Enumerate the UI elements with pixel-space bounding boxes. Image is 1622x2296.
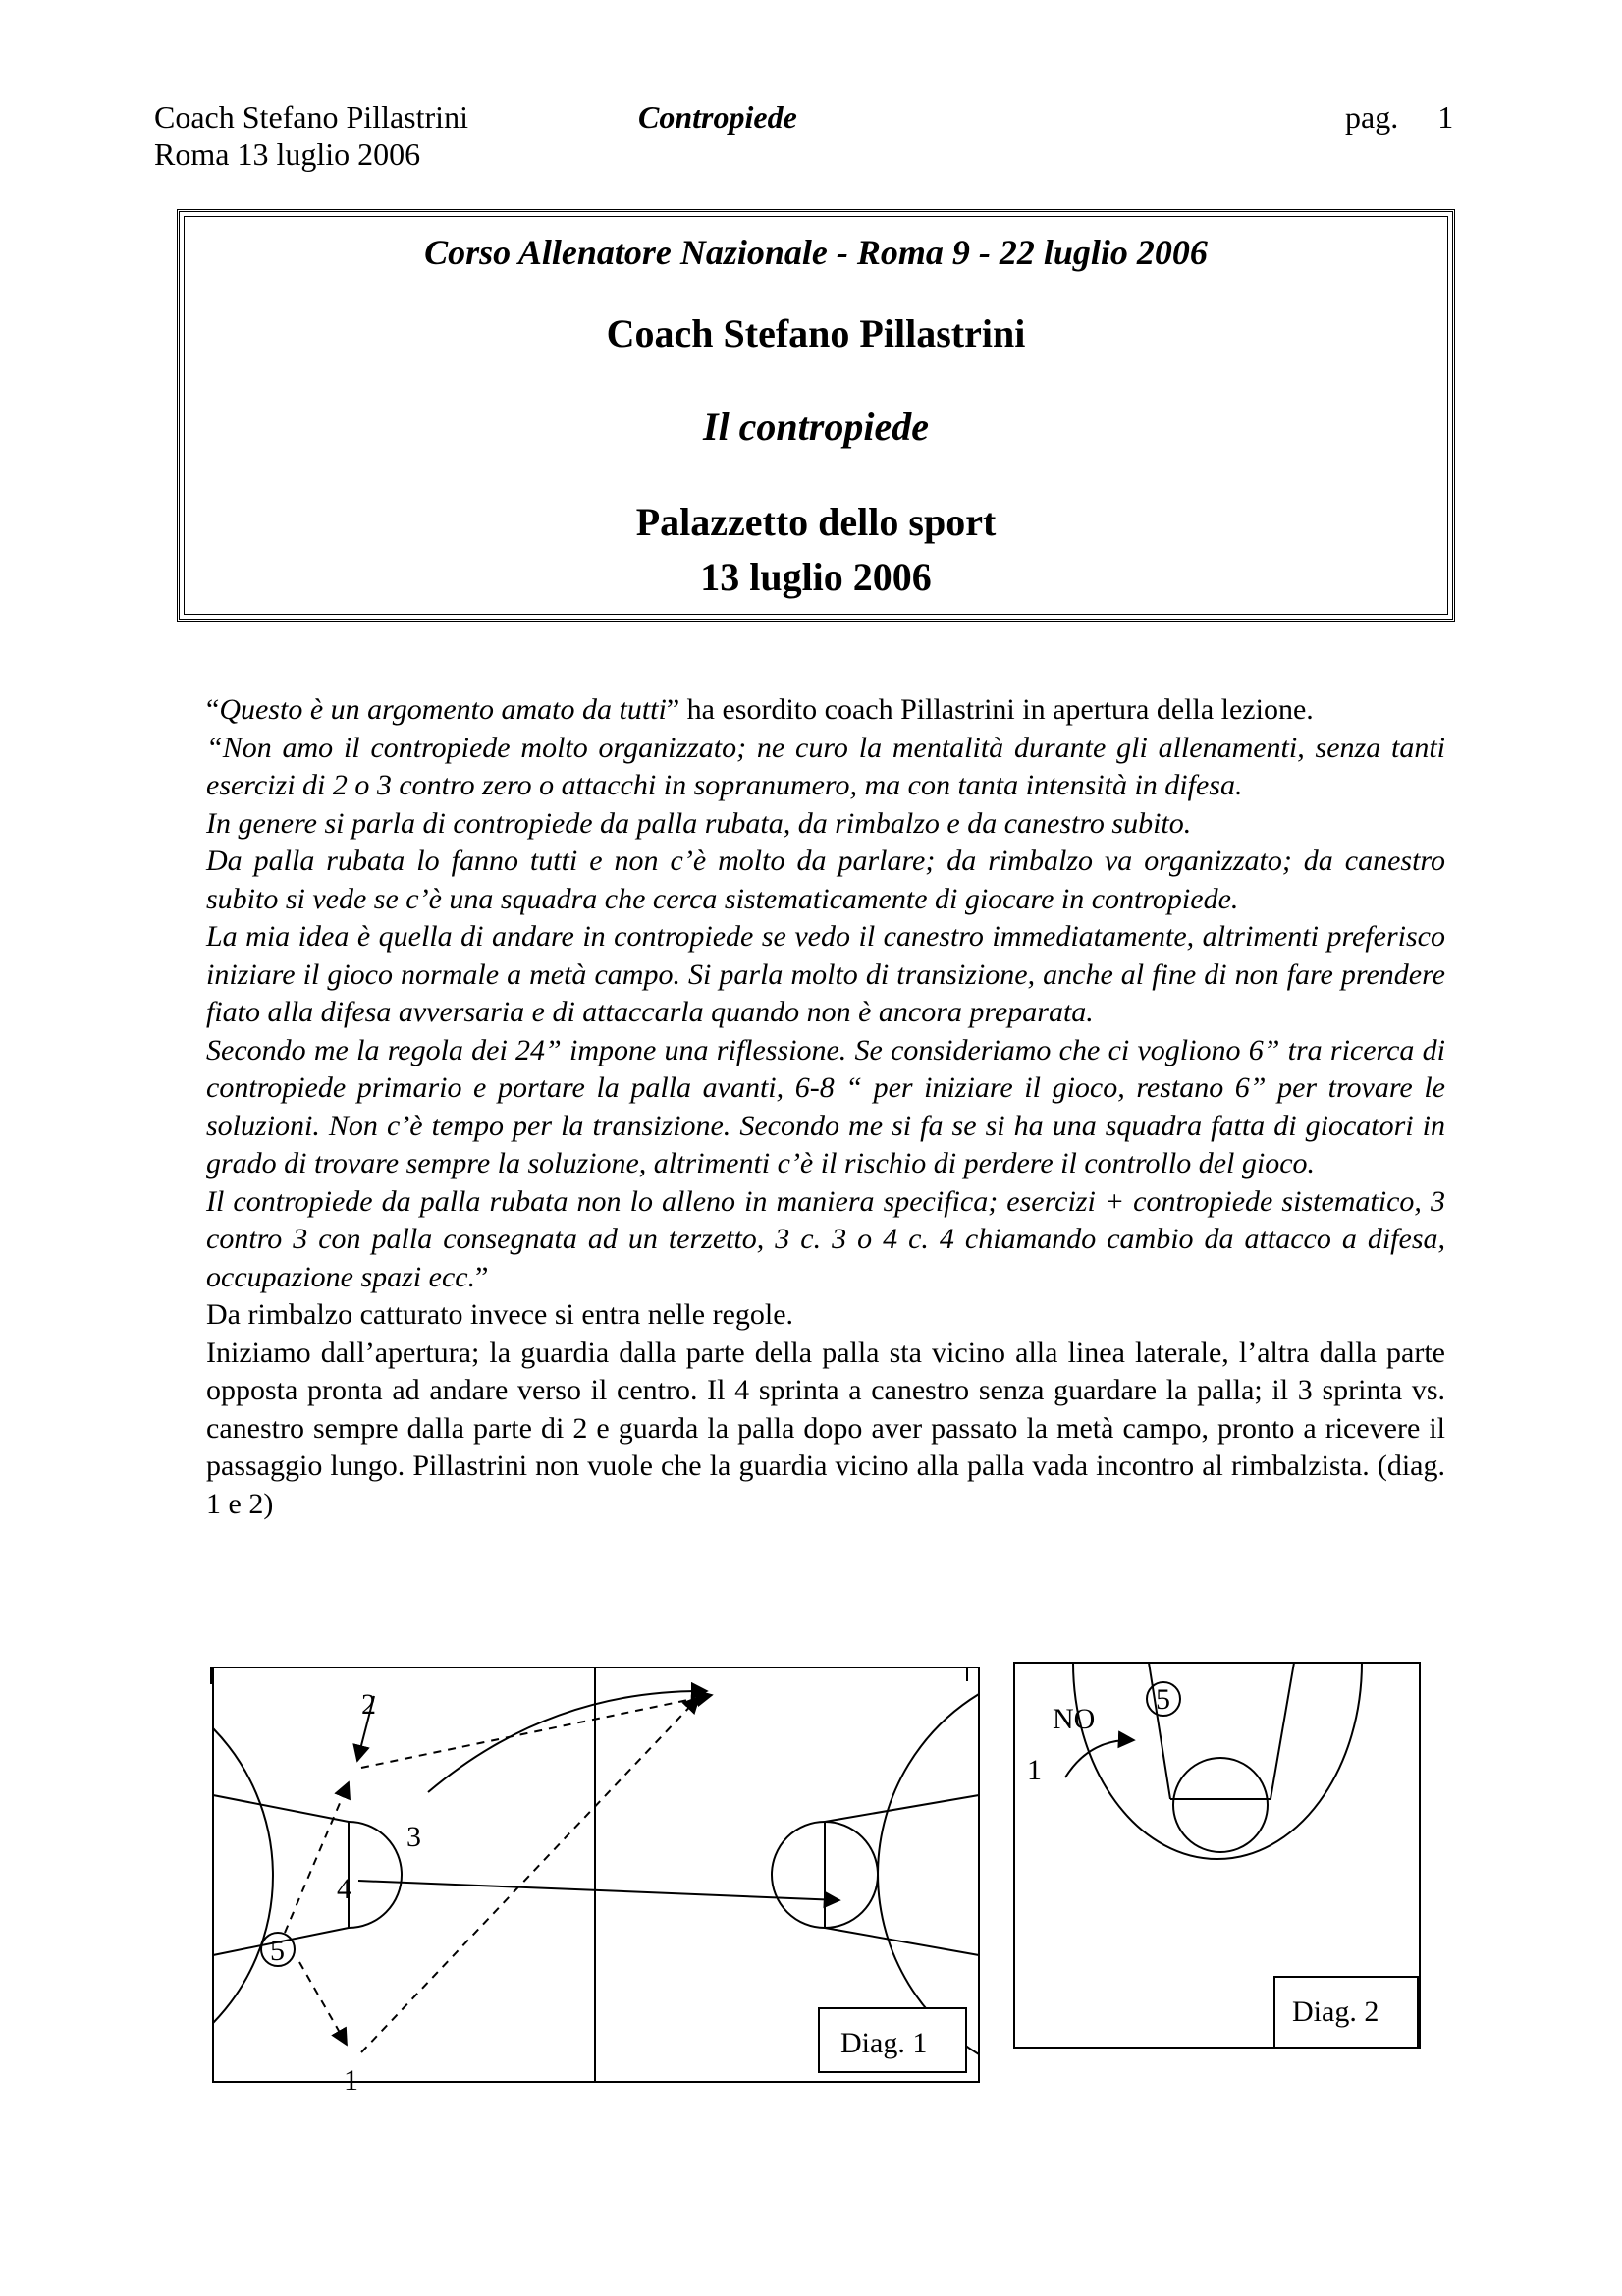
page-label: pag. [1345,99,1399,135]
header-author: Coach Stefano Pillastrini [154,99,468,135]
free-throw-circle-right-back [772,1822,825,1928]
sprint-arrow-4 [358,1881,839,1900]
page-number: 1 [1437,99,1454,135]
player-4: 4 [337,1873,351,1905]
header-topic: Contropiede [638,99,797,135]
lane-bottom-right [825,1928,979,1955]
three-point-arc [1073,1663,1362,1859]
player-1: 1 [344,2064,358,2097]
three-point-arc-right [878,1694,979,2054]
no-label: NO [1053,1703,1096,1735]
paragraph-rebound: Da rimbalzo catturato invece si entra nelle regole. [206,1298,794,1331]
paragraph-quote-4: La mia idea è quella di andare in contropiede se vedo il canestro immediatamente, altrimenti preferisco iniziare il gioco normale a metà campo. Si parla molto di transizione, anche al fine di non fare prendere fiato alla difesa avversaria e di attaccarla quando non è ancora preparata. [206,920,1445,1028]
lane-top-left [213,1795,349,1822]
venue: Palazzetto dello sport [635,500,997,544]
no-cut-arrow [1065,1740,1134,1777]
free-throw-circle [1173,1758,1268,1852]
lane-top-right [825,1795,979,1822]
paragraph-quote-5: Secondo me la regola dei 24” impone una riflessione. Se consideriamo che ci vogliono 6” tra ricerca di contropiede primario e portare la palla avanti, 6-8 “ per iniziare il gioco, restano 6” per trovare le soluzioni. Non c’è tempo per la transizione. Secondo me si fa se si ha una squadra fatta di giocatori in grado di trovare sempre la soluzione, altrimenti c’è il rischio di perdere il controllo del gioco. [206,1033,1445,1179]
lesson-date: 13 luglio 2006 [700,555,932,599]
coach-name: Coach Stefano Pillastrini [606,311,1026,355]
pass-arrow-2-to-3 [361,1695,712,1768]
cut-arrow-3 [428,1691,707,1792]
course-title: Corso Allenatore Nazionale - Roma 9 - 22 luglio 2006 [424,233,1208,272]
paragraph-quote-3: Da palla rubata lo fanno tutti e non c’è molto da parlare; da rimbalzo va organizzato; da canestro subito si vede se c’è una squadra che cerca sistematicamente di giocare in contropiede. [206,845,1445,915]
d2-player-5: 5 [1156,1683,1170,1716]
three-point-arc-left [213,1728,273,2023]
pass-arrow-5-to-1 [299,1962,347,2045]
player-3: 3 [406,1821,421,1853]
diag1-caption: Diag. 1 [840,2027,928,2059]
paragraph-intro: “Questo è un argomento amato da tutti” ha esordito coach Pillastrini in apertura della lezione. [206,693,1314,726]
pass-arrow-1-to-3 [361,1697,699,2052]
d2-player-1: 1 [1027,1754,1042,1786]
paragraph-quote-1: “Non amo il contropiede molto organizzato; ne curo la mentalità durante gli allenamenti, senza tanti esercizi di 2 o 3 contro zero o attacchi in sopranumero, ma con tanta intensità in difesa. [206,731,1445,801]
paragraph-quote-2: In genere si parla di contropiede da palla rubata, da rimbalzo e da canestro subito. [206,806,1192,840]
lesson-topic: Il contropiede [703,405,929,449]
diag2-caption: Diag. 2 [1292,1995,1379,2028]
free-throw-circle-left [349,1822,402,1928]
diagram-1 [211,1667,979,2082]
free-throw-circle-right [825,1822,878,1928]
paragraph-quote-6: Il contropiede da palla rubata non lo alleno in maniera specifica; esercizi + contropiede sistematico, 3 contro 3 con palla consegnata ad un terzetto, 3 c. 3 o 4 c. 4 chiamando cambio da attacco a difesa, occupazione spazi ecc.” [206,1184,1445,1293]
intro-quote: Questo è un argomento amato da tutti [219,693,667,726]
player-2: 2 [361,1688,376,1721]
header-date: Roma 13 luglio 2006 [154,137,421,172]
player-5: 5 [270,1935,285,1967]
paragraph-outlet: Iniziamo dall’apertura; la guardia dalla parte della palla sta vicino alla linea laterale, l’altra dalla parte opposta pronta ad andare verso il centro. Il 4 sprinta a canestro senza guardare la palla; il 3 sprinta vs. canestro sempre dalla parte di 2 e guarda la palla dopo aver passato la metà campo, pronto a ricevere il passaggio lungo. Pillastrini non vuole che la guardia vicino alla palla vada incontro al rimbalzista. (diag. 1 e 2) [206,1336,1445,1520]
lane-right [1271,1663,1294,1799]
pass-arrow-5-to-2 [285,1782,349,1933]
